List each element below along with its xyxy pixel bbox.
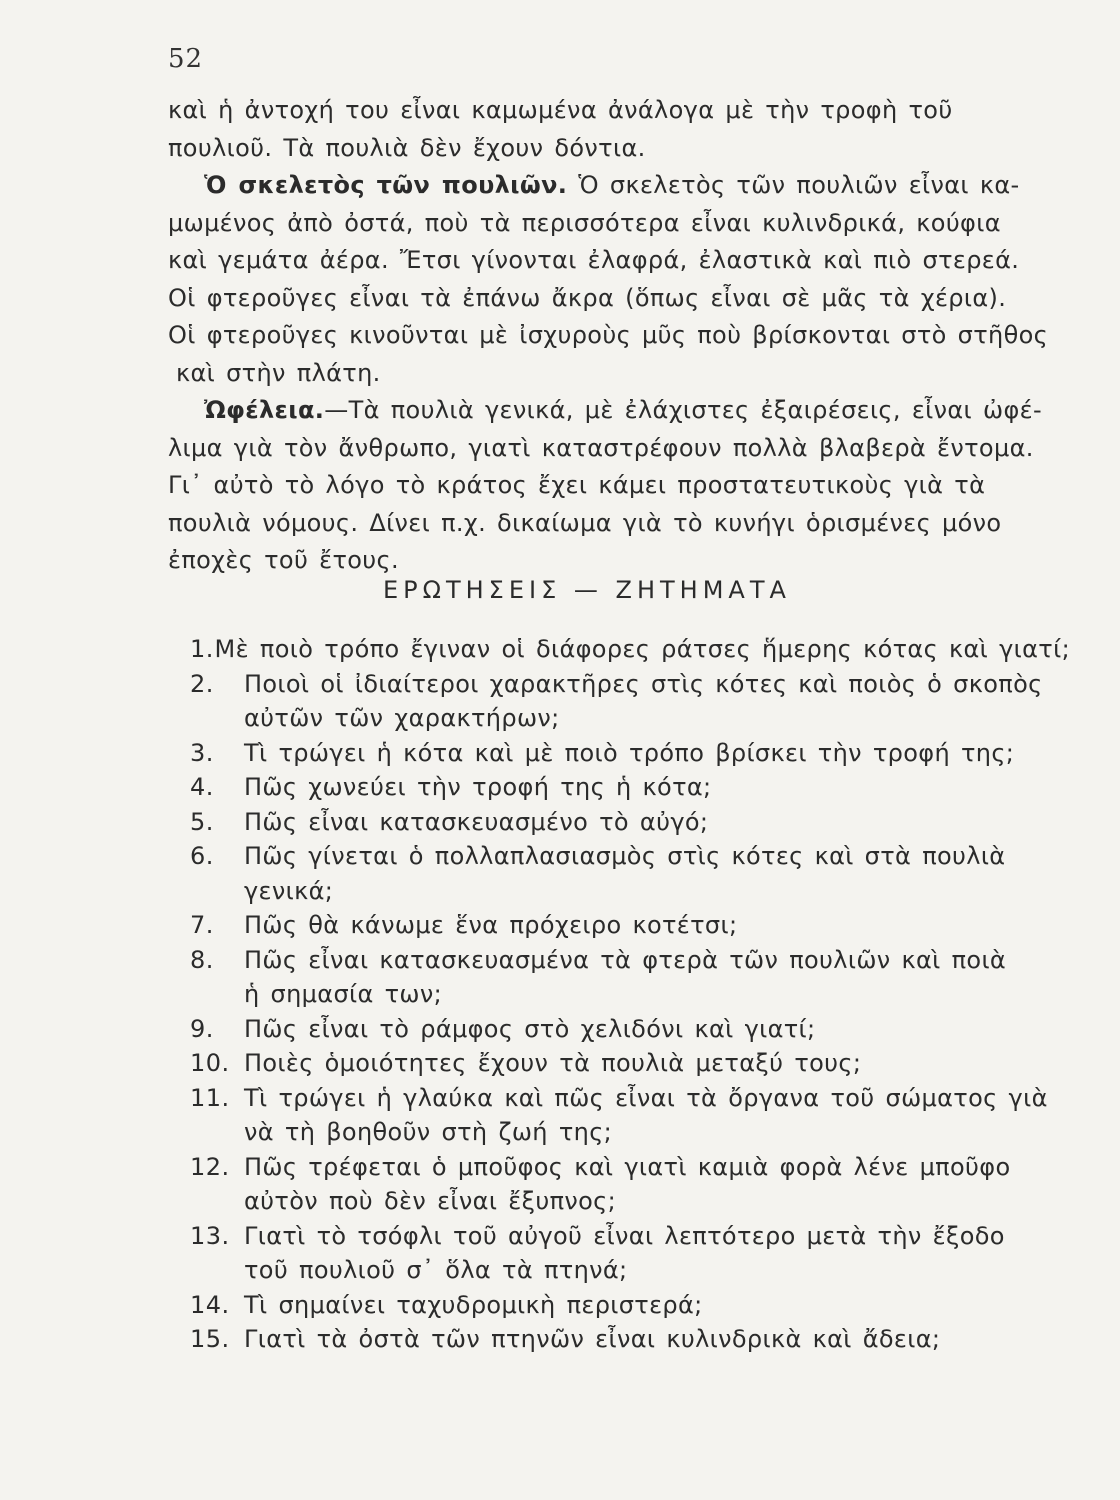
body-text <box>168 92 1048 580</box>
question-text <box>215 632 1070 667</box>
question-text <box>244 1322 940 1357</box>
question-number: 2. <box>190 669 214 698</box>
text-line: μωμένος ἀπὸ ὀστά, ποὺ τὰ περισσότερα εἶναι κυλινδρικά, κούφια <box>168 208 1001 237</box>
question-number: 3. <box>190 738 214 767</box>
text-run: Ὁ σκελετὸς τῶν πουλιῶν εἶναι κα- <box>567 171 1020 199</box>
question-line: Πῶς τρέφεται ὁ μποῦφος καὶ γιατὶ καμιὰ φορὰ λένε μποῦφο <box>244 1152 1011 1181</box>
question-number: 12. <box>190 1152 230 1181</box>
text-line: καὶ ἡ ἀντοχή του εἶναι καμωμένα ἀνάλογα μὲ τὴν τροφὴ τοῦ <box>168 96 953 124</box>
question-text <box>244 1046 861 1081</box>
question-text <box>244 1012 815 1047</box>
question-line: ἡ σημασία των; <box>244 980 443 1008</box>
text-line: λιμα γιὰ τὸν ἄνθρωπο, γιατὶ καταστρέφουν πολλὰ βλαβερὰ ἔντομα. <box>168 433 1034 462</box>
question-line: Πῶς χωνεύει τὴν τροφή της ἡ κότα; <box>244 773 712 801</box>
question-text <box>244 943 1006 1012</box>
question-line: Γιατὶ τὰ ὀστὰ τῶν πτηνῶν εἶναι κυλινδρικὰ καὶ ἄδεια; <box>244 1325 941 1353</box>
question-item <box>190 908 1070 943</box>
question-number: 7. <box>190 911 214 939</box>
question-item <box>190 1046 1070 1081</box>
question-line: Πῶς γίνεται ὁ πολλαπλασιασμὸς στὶς κότες καὶ στὰ πουλιὰ <box>244 842 1006 870</box>
question-item <box>190 1322 1070 1357</box>
question-line: Ποιοὶ οἱ ἰδιαίτεροι χαρακτῆρες στὶς κότες καὶ ποιὸς ὁ σκοπὸς <box>244 669 1043 698</box>
question-line: Πῶς θὰ κάνωμε ἕνα πρόχειρο κοτέτσι; <box>244 911 738 939</box>
question-item <box>190 1081 1070 1150</box>
question-number: 5. <box>190 807 214 836</box>
question-line: Τὶ τρώγει ἡ κότα καὶ μὲ ποιὸ τρόπο βρίσκει τὴν τροφή της; <box>244 738 1015 767</box>
question-number: 6. <box>190 842 214 870</box>
section-title: ΕΡΩΤΗΣΕΙΣ — ΖΗΤΗΜΑΤΑ <box>383 576 791 604</box>
question-number: 1. <box>190 635 214 663</box>
question-item <box>190 736 1070 771</box>
skeleton-paragraph-first-line <box>168 167 1048 205</box>
question-item <box>190 805 1070 840</box>
question-text <box>244 770 712 805</box>
question-item <box>190 770 1070 805</box>
question-item <box>190 1012 1070 1047</box>
benefit-paragraph-first-line <box>168 392 1048 430</box>
question-line: Πῶς εἶναι κατασκευασμένο τὸ αὐγό; <box>244 807 709 836</box>
question-number: 13. <box>190 1221 230 1250</box>
question-text <box>244 839 1005 908</box>
question-line: αὐτὸν ποὺ δὲν εἶναι ἔξυπνος; <box>244 1187 617 1215</box>
benefit-heading: Ὠφέλεια. <box>204 396 325 424</box>
text-line: Οἱ φτεροῦγες εἶναι τὰ ἐπάνω ἄκρα (ὅπως εἶναι σὲ μᾶς τὰ χέρια). <box>168 283 1007 312</box>
skeleton-heading: Ὁ σκελετὸς τῶν πουλιῶν. <box>204 171 568 199</box>
question-line: τοῦ πουλιοῦ σ᾽ ὅλα τὰ πτηνά; <box>244 1256 628 1284</box>
question-line: Μὲ ποιὸ τρόπο ἔγιναν οἱ διάφορες ράτσες ἥμερης κότας καὶ γιατί; <box>214 635 1070 663</box>
text-line: Οἱ φτεροῦγες κινοῦνται μὲ ἰσχυροὺς μῦς ποὺ βρίσκονται στὸ στῆθος <box>168 321 1049 349</box>
question-number: 11. <box>190 1083 230 1112</box>
question-item <box>190 1150 1070 1219</box>
question-number: 10. <box>190 1049 230 1077</box>
question-line: Ποιὲς ὁμοιότητες ἔχουν τὰ πουλιὰ μεταξύ τους; <box>244 1049 862 1077</box>
text-line: ἐποχὲς τοῦ ἔτους. <box>168 546 399 574</box>
question-line: Τὶ σημαίνει ταχυδρομικὴ περιστερά; <box>244 1290 703 1319</box>
text-line: καὶ γεμάτα ἀέρα. Ἔτσι γίνονται ἐλαφρά, ἐλαστικὰ καὶ πιὸ στερεά. <box>168 246 1020 274</box>
question-line: γενικά; <box>244 876 334 905</box>
question-number: 8. <box>190 945 214 974</box>
questions-list <box>190 632 1070 1357</box>
text-line: Γι᾽ αὐτὸ τὸ λόγο τὸ κράτος ἔχει κάμει προστατευτικοὺς γιὰ τὰ <box>168 471 986 499</box>
question-item <box>190 667 1070 736</box>
question-text <box>244 805 708 840</box>
question-item <box>190 1219 1070 1288</box>
question-number: 14. <box>190 1290 230 1319</box>
text-line: καὶ στὴν πλάτη. <box>176 358 381 387</box>
question-number: 9. <box>190 1014 214 1043</box>
question-line: Πῶς εἶναι κατασκευασμένα τὰ φτερὰ τῶν πουλιῶν καὶ ποιὰ <box>244 945 1007 974</box>
question-item <box>190 839 1070 908</box>
question-line: αὐτῶν τῶν χαρακτήρων; <box>244 704 560 732</box>
text-run: —Τὰ πουλιὰ γενικά, μὲ ἐλάχιστες ἐξαιρέσεις, εἶναι ὠφέ- <box>324 396 1042 424</box>
question-text <box>244 1288 703 1323</box>
question-text <box>244 667 1043 736</box>
question-item <box>190 1288 1070 1323</box>
question-text <box>244 736 1014 771</box>
question-item <box>190 943 1070 1012</box>
question-text <box>244 908 737 943</box>
page-number: 52 <box>168 44 204 74</box>
question-item <box>190 632 1070 667</box>
question-text <box>244 1081 1048 1150</box>
question-text <box>244 1219 1005 1288</box>
question-number: 4. <box>190 773 214 801</box>
question-text <box>244 1150 1010 1219</box>
text-line: πουλιοῦ. Τὰ πουλιὰ δὲν ἔχουν δόντια. <box>168 133 646 162</box>
question-line: Πῶς εἶναι τὸ ράμφος στὸ χελιδόνι καὶ γιατί; <box>244 1014 816 1043</box>
question-line: νὰ τὴ βοηθοῦν στὴ ζωή της; <box>244 1118 613 1146</box>
question-line: Τὶ τρώγει ἡ γλαύκα καὶ πῶς εἶναι τὰ ὄργανα τοῦ σώματος γιὰ <box>244 1083 1048 1112</box>
question-number: 15. <box>190 1325 230 1353</box>
question-line: Γιατὶ τὸ τσόφλι τοῦ αὐγοῦ εἶναι λεπτότερο μετὰ τὴν ἔξοδο <box>244 1221 1005 1250</box>
text-line: πουλιὰ νόμους. Δίνει π.χ. δικαίωμα γιὰ τὸ κυνήγι ὁρισμένες μόνο <box>168 508 1002 537</box>
